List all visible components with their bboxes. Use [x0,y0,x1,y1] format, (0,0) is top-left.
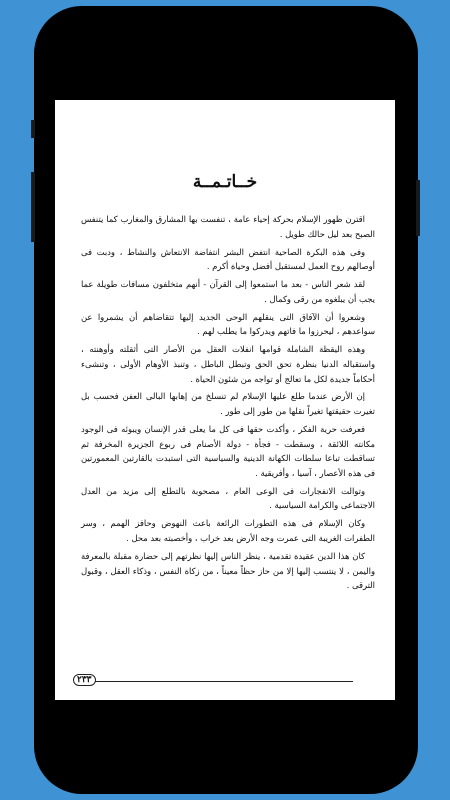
page-body [81,212,375,596]
paragraph: وشعروا أن الآفاق التى ينقلهم الوحى الجديد إليها تتقاضاهم أن يشمروا عن سواعدهم ، ليحرزوا ما فاتهم ويدركوا ما يطلب لهم . [81,311,375,337]
footer-divider [89,681,353,682]
chapter-title: خــاتـمــة [192,172,258,192]
paragraph: فعرفت حرية الفكر ، وأكدت حقها فى كل ما يعلى قدر الإنسان ويبوئه فى الوجود مكانته اللائقة ، وسقطت - فجأة - دولة الأصنام فى ربوع الجزيرة المخرفة ثم تساقطت تباعا سلطات الكهانة الدينية والسياسية التى استبدت بالقارتين المعمورتين فى هذه الأعصار ، آسيا ، وأفريقية . [81,424,375,478]
paragraph: وهذه اليقظة الشاملة قوامها انفلات العقل من الأصار التى أثقلته وأوهنته ، واستقباله الدنيا بنظرة تحق الحق وتبطل الباطل ، وتنبذ الأوهام الأولى ، وتنشىء أحكاماً جديدة لكل ما تعالج أو تواجه من شئون الحياة . [81,344,375,384]
book-page[interactable] [55,100,395,700]
phone-side-button-left-upper [31,120,35,138]
paragraph: وتوالت الانفجارات فى الوعى العام ، مصحوبة بالتطلع إلى مزيد من العدل الاجتماعى والكرامة السياسية . [81,485,375,511]
phone-side-button-right [416,180,420,236]
paragraph: وكان الإسلام فى هذه التطورات الرائعة باعث النهوض وحافز الهمم ، وسر الطفرات الغريبة التى عمرت وجه الأرض بعد خراب ، وأخصبته بعد محل . [81,518,375,543]
page-number: ٢٣٣ [73,674,96,686]
paragraph: وفى هذه البكرة الصاحية انتفض البشر انتفاضة الانتعاش والنشاط ، ودبت فى أوصالهم روح العمل لمستقبل أفضل وحياة أكرم . [81,246,375,272]
paragraph: لقد شعر الناس - بعد ما استمعوا إلى القرآن - أنهم متخلفون مسافات طويلة عما يجب أن يبلغوه من رقى وكمال . [81,279,375,304]
paragraph: كان هذا الدين عقيدة تقدمية ، ينظر الناس إليها نظرتهم إلى حضارة مقبلة بالمعرفة واليمن ، لا ينتسب إليها إلا من حاز حظاً معيناً ، من زكاة النفس ، وذكاء العقل ، وقبول الترقى . [81,550,375,591]
paragraph: إن الأرض عندما طلع عليها الإسلام لم تنسلخ من إهابها البالى العفن فحسب بل تغيرت حقيقتها تغيراً نقلها من طور إلى طور . [81,391,375,417]
paragraph: اقترن ظهور الإسلام بحركة إحياء عامة ، تنفست بها المشارق والمغارب كما يتنفس الصبح بعد ليل حالك طويل . [81,214,375,239]
reader-screen[interactable] [55,100,395,700]
phone-side-button-left-lower [31,172,35,242]
